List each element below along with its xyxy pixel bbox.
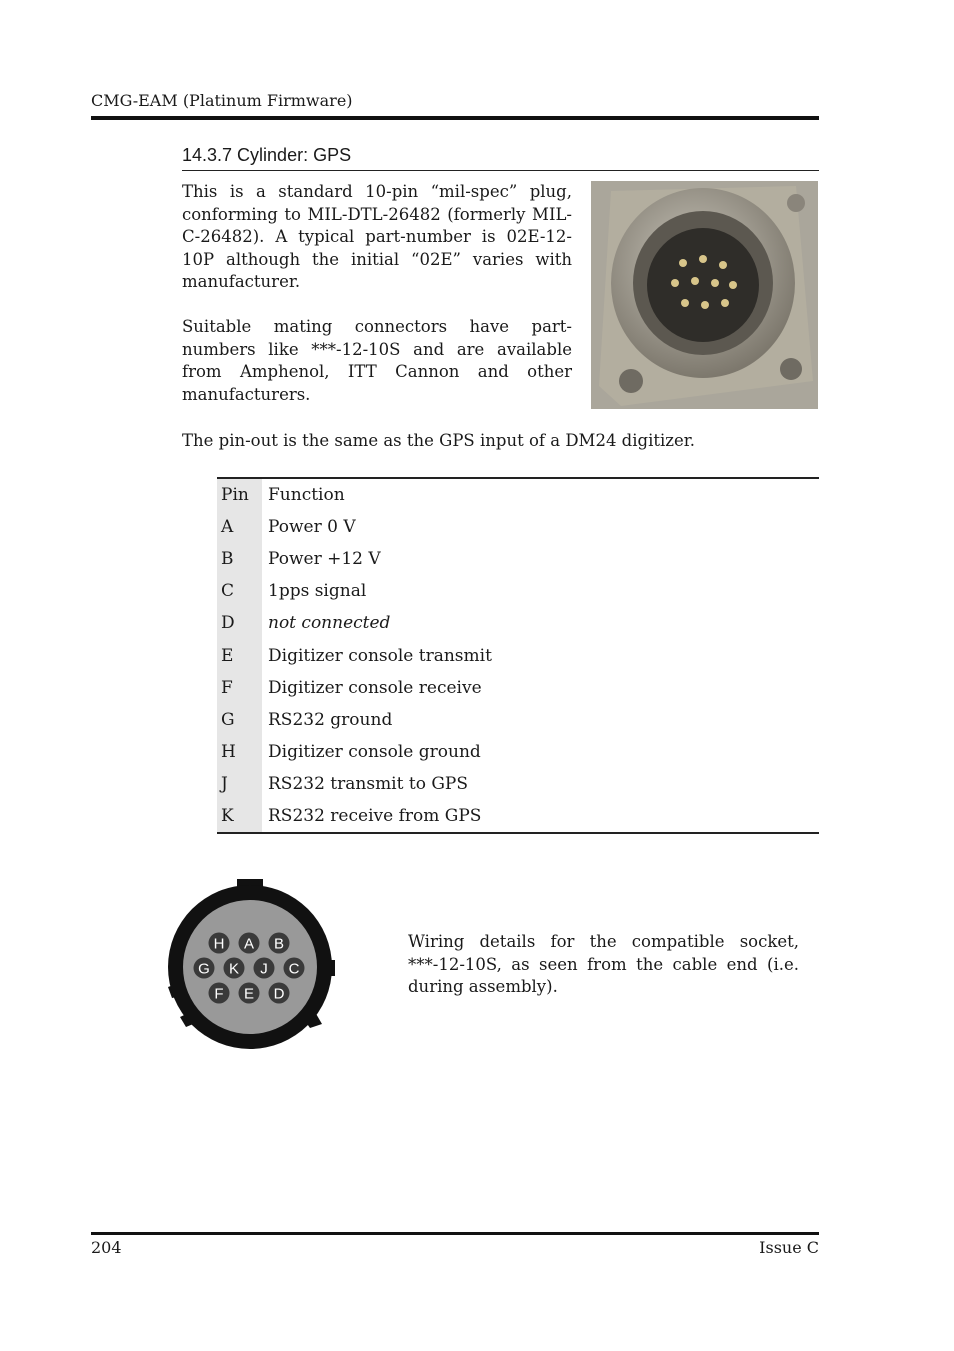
socket-pin (284, 958, 305, 979)
socket-pin-label: E (243, 985, 255, 1003)
socket-pin-label: G (198, 960, 210, 978)
function-cell: 1pps signal (268, 581, 367, 602)
function-cell: Digitizer console transmit (268, 645, 492, 666)
wiring-paragraph: Wiring details for the compatible socket, ***-12-10S, as seen from the cable end (i.e. during assembly). (408, 932, 799, 997)
socket-pin (194, 958, 215, 979)
section-title: 14.3.7 Cylinder: GPS (182, 145, 819, 171)
running-header: CMG-EAM (Platinum Firmware) (91, 91, 353, 110)
socket-pin (239, 983, 260, 1004)
pin-cell: E (217, 639, 262, 671)
pin-cell: C (217, 575, 262, 607)
socket-pin (239, 933, 260, 954)
socket-pin-label: H (213, 935, 225, 953)
pinout-paragraph: The pin-out is the same as the GPS input of a DM24 digitizer. (182, 431, 696, 450)
function-column-header: Function (268, 485, 345, 506)
function-cell: Power +12 V (268, 549, 381, 570)
socket-pin-label: B (273, 935, 285, 953)
pin-cell: F (217, 672, 262, 704)
function-cell: RS232 receive from GPS (268, 805, 482, 826)
socket-pin (209, 983, 230, 1004)
socket-pin (269, 933, 290, 954)
pin-column-header: Pin (217, 478, 262, 511)
socket-pin (224, 958, 245, 979)
table-row (217, 672, 819, 704)
table-row (217, 575, 819, 607)
mating-paragraph: Suitable mating connectors have part-numbers like ***-12-10S and are available from Amphenol, ITT Cannon and other manufacturers. (182, 317, 572, 404)
table-row (217, 736, 819, 768)
pin-cell: J (217, 768, 262, 800)
socket-pin-label: D (273, 985, 285, 1003)
table-row (217, 607, 819, 639)
function-cell: RS232 ground (268, 709, 393, 730)
pin-cell: D (217, 607, 262, 639)
socket-pin-label: K (228, 960, 240, 978)
function-cell: not connected (268, 613, 391, 634)
socket-pin-label: J (260, 960, 268, 978)
socket-pin (269, 983, 290, 1004)
table-row (217, 704, 819, 736)
socket-diagram-drawing (160, 872, 340, 1052)
pin-cell: H (217, 736, 262, 768)
table-row (217, 768, 819, 800)
table-row (217, 511, 819, 543)
pin-cell: B (217, 543, 262, 575)
socket-diagram (160, 872, 340, 1056)
pin-table (217, 477, 819, 834)
function-cell: RS232 transmit to GPS (268, 773, 468, 794)
socket-pin (209, 933, 230, 954)
table-header-row (217, 478, 819, 511)
pin-cell: A (217, 511, 262, 543)
table-row (217, 639, 819, 671)
function-cell: Digitizer console ground (268, 741, 481, 762)
table-row (217, 800, 819, 833)
connector-photo (591, 181, 818, 409)
page-number: 204 (91, 1238, 122, 1257)
pin-cell: G (217, 704, 262, 736)
pin-cell: K (217, 800, 262, 833)
connector-photo-drawing (591, 181, 818, 409)
footer-rule (91, 1232, 819, 1235)
header-rule (91, 116, 819, 120)
intro-paragraph: This is a standard 10-pin “mil-spec” plug, conforming to MIL-DTL-26482 (formerly MIL-C-26482). A typical part-number is 02E-12-10P although the initial “02E” varies with manufacturer. (182, 182, 572, 292)
socket-pin-label: C (288, 960, 300, 978)
function-cell: Digitizer console receive (268, 677, 482, 698)
table-row (217, 543, 819, 575)
issue-label: Issue C (759, 1238, 819, 1257)
function-cell: Power 0 V (268, 517, 356, 538)
socket-pin (254, 958, 275, 979)
socket-pin-label: F (214, 985, 224, 1003)
socket-pin-label: A (243, 935, 255, 953)
